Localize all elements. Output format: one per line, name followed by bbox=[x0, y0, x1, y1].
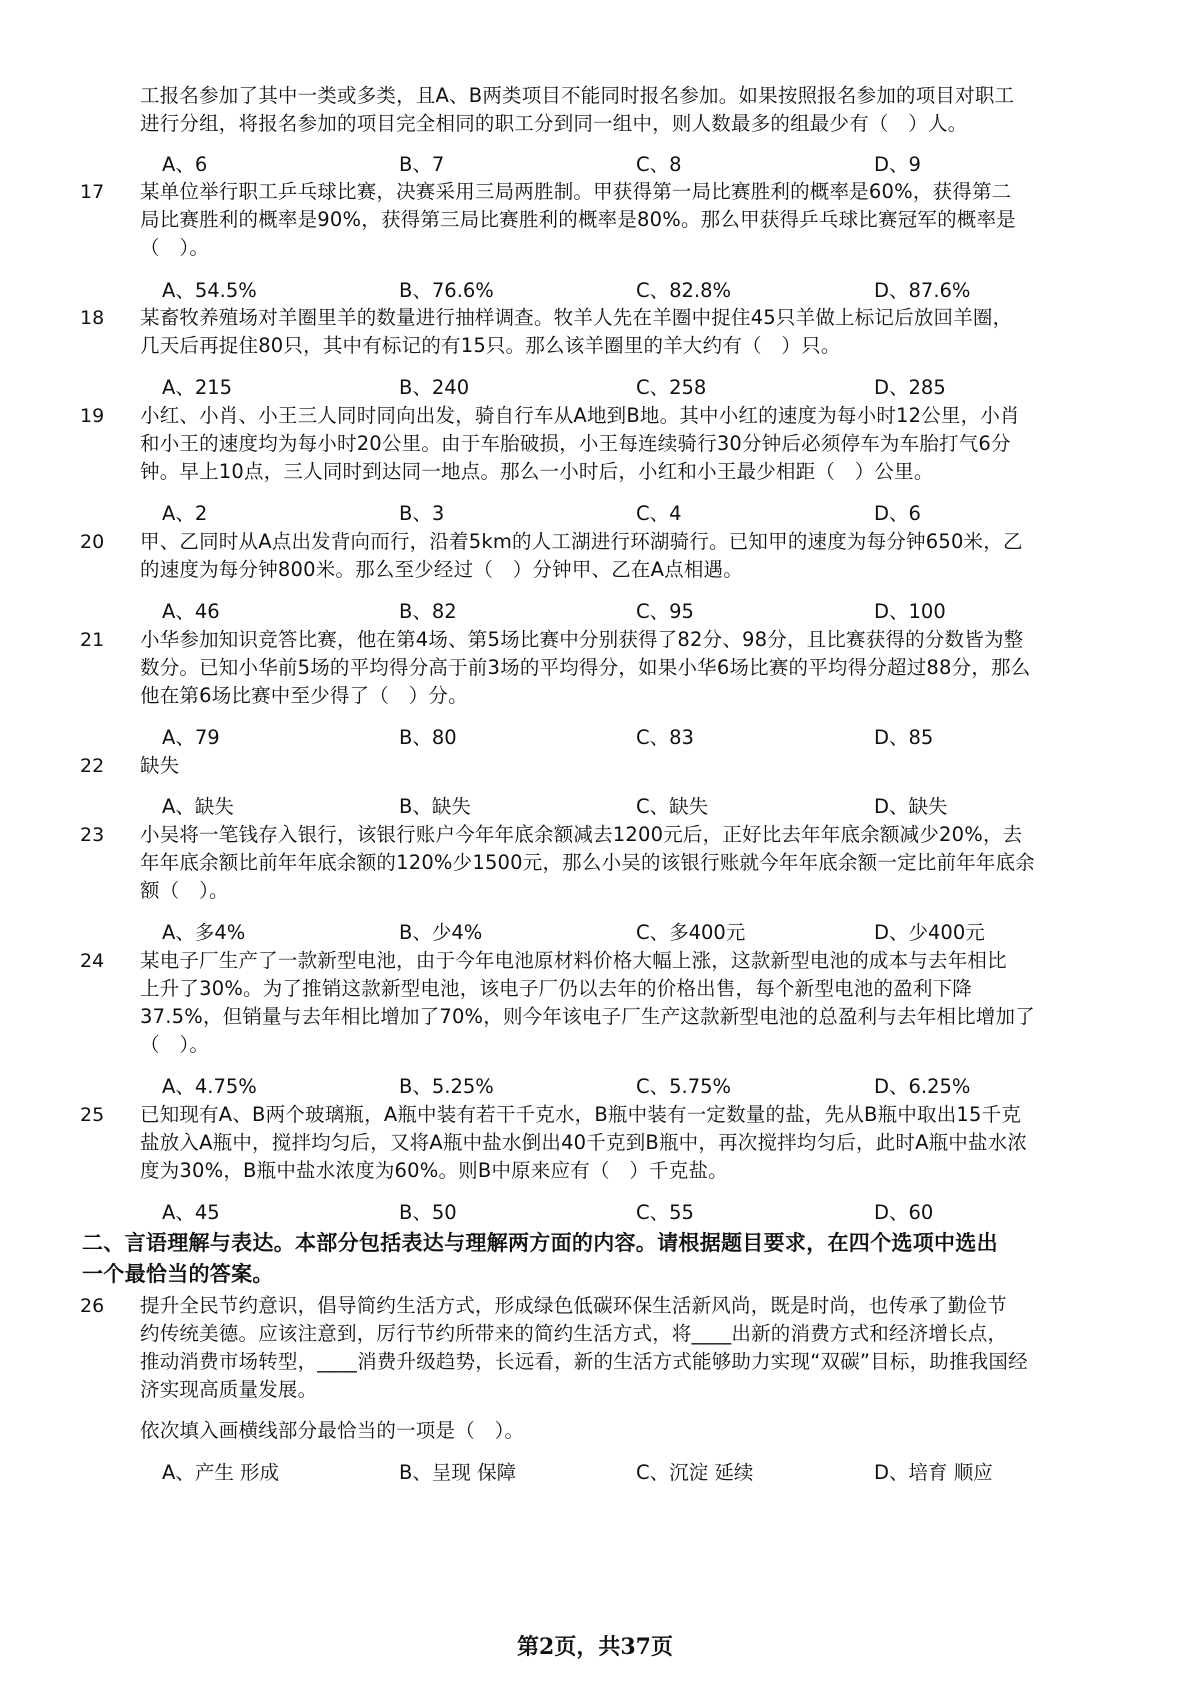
option-d[interactable]: D、6 bbox=[874, 502, 921, 525]
option-a[interactable]: A、2 bbox=[162, 502, 208, 525]
question-text: 推动消费市场转型，____消费升级趋势，长远看，新的生活方式能够助力实现“双碳”目标，助推我国经 bbox=[140, 1350, 1028, 1373]
question-text: 年年底余额比前年年底余额的120%少1500元，那么小吴的该银行账就今年年底余额一定比前年年底余 bbox=[140, 851, 1035, 874]
option-c[interactable]: C、多400元 bbox=[636, 921, 746, 944]
page-footer: 第2页，共37页 bbox=[517, 1634, 673, 1660]
option-a[interactable]: A、215 bbox=[162, 376, 233, 399]
question-text: 提升全民节约意识，倡导简约生活方式，形成绿色低碳环保生活新风尚，既是时尚，也传承了勤俭节 bbox=[140, 1294, 1007, 1317]
question-text: 约传统美德。应该注意到，厉行节约所带来的简约生活方式，将____出新的消费方式和经济增长点， bbox=[140, 1322, 1008, 1345]
question-prompt: 依次填入画横线部分最恰当的一项是（ ）。 bbox=[140, 1419, 525, 1442]
question-text: 他在第6场比赛中至少得了（ ）分。 bbox=[140, 684, 468, 707]
option-c[interactable]: C、55 bbox=[636, 1201, 694, 1224]
question-text: 钟。早上10点，三人同时到达同一地点。那么一小时后，小红和小王最少相距（ ）公里。 bbox=[140, 460, 934, 483]
option-a[interactable]: A、6 bbox=[162, 153, 208, 176]
question-text: （ ）。 bbox=[140, 1033, 210, 1056]
question-text: 某电子厂生产了一款新型电池，由于今年电池原材料价格大幅上涨，这款新型电池的成本与去年相比 bbox=[140, 949, 1007, 972]
question-number: 26 bbox=[80, 1295, 105, 1317]
option-c[interactable]: C、沉淀 延续 bbox=[636, 1461, 754, 1484]
option-c[interactable]: C、8 bbox=[636, 153, 682, 176]
question-text: 的速度为每分钟800米。那么至少经过（ ）分钟甲、乙在A点相遇。 bbox=[140, 558, 743, 581]
option-d[interactable]: D、100 bbox=[874, 600, 946, 623]
question-number: 25 bbox=[80, 1104, 105, 1126]
question-number: 17 bbox=[80, 181, 105, 203]
option-b[interactable]: B、50 bbox=[399, 1201, 457, 1224]
option-d[interactable]: D、87.6% bbox=[874, 279, 971, 302]
intro-line: 工报名参加了其中一类或多类，且A、B两类项目不能同时报名参加。如果按照报名参加的项目对职工 bbox=[140, 84, 1015, 107]
option-d[interactable]: D、85 bbox=[874, 726, 934, 749]
option-a[interactable]: A、4.75% bbox=[162, 1075, 257, 1098]
option-a[interactable]: A、46 bbox=[162, 600, 220, 623]
section-heading: 二、言语理解与表达。本部分包括表达与理解两方面的内容。请根据题目要求，在四个选项中选出 bbox=[82, 1231, 998, 1255]
option-d[interactable]: D、缺失 bbox=[874, 795, 948, 818]
question-text: 局比赛胜利的概率是90%，获得第三局比赛胜利的概率是80%。那么甲获得乒乓球比赛冠军的概率是 bbox=[140, 208, 1016, 231]
option-b[interactable]: B、240 bbox=[399, 376, 470, 399]
option-a[interactable]: A、54.5% bbox=[162, 279, 257, 302]
option-b[interactable]: B、缺失 bbox=[399, 795, 471, 818]
option-b[interactable]: B、5.25% bbox=[399, 1075, 494, 1098]
option-c[interactable]: C、258 bbox=[636, 376, 707, 399]
question-text: 度为30%，B瓶中盐水浓度为60%。则B中原来应有（ ）千克盐。 bbox=[140, 1159, 728, 1182]
question-number: 24 bbox=[80, 950, 105, 972]
question-text: 济实现高质量发展。 bbox=[140, 1378, 318, 1401]
option-c[interactable]: C、5.75% bbox=[636, 1075, 732, 1098]
option-c[interactable]: C、4 bbox=[636, 502, 682, 525]
option-c[interactable]: C、83 bbox=[636, 726, 694, 749]
option-a[interactable]: A、多4% bbox=[162, 921, 246, 944]
option-c[interactable]: C、82.8% bbox=[636, 279, 732, 302]
option-b[interactable]: B、80 bbox=[399, 726, 457, 749]
option-b[interactable]: B、3 bbox=[399, 502, 445, 525]
question-text: 和小王的速度均为每小时20公里。由于车胎破损，小王每连续骑行30分钟后必须停车为车胎打气6分 bbox=[140, 432, 1011, 455]
question-text: 某单位举行职工乒乓球比赛，决赛采用三局两胜制。甲获得第一局比赛胜利的概率是60%，获得第二 bbox=[140, 180, 1012, 203]
question-text: 数分。已知小华前5场的平均得分高于前3场的平均得分，如果小华6场比赛的平均得分超过88分，那么 bbox=[140, 656, 1031, 679]
question-number: 18 bbox=[80, 307, 105, 329]
question-number: 19 bbox=[80, 405, 105, 427]
question-number: 21 bbox=[80, 629, 105, 651]
option-a[interactable]: A、79 bbox=[162, 726, 220, 749]
option-d[interactable]: D、285 bbox=[874, 376, 946, 399]
question-text: 小红、小肖、小王三人同时同向出发，骑自行车从A地到B地。其中小红的速度为每小时12公里，小肖 bbox=[140, 404, 1020, 427]
option-b[interactable]: B、82 bbox=[399, 600, 457, 623]
option-a[interactable]: A、45 bbox=[162, 1201, 220, 1224]
option-c[interactable]: C、95 bbox=[636, 600, 694, 623]
question-text: 几天后再捉住80只，其中有标记的有15只。那么该羊圈里的羊大约有（ ）只。 bbox=[140, 334, 841, 357]
question-number: 20 bbox=[80, 531, 105, 553]
option-b[interactable]: B、7 bbox=[399, 153, 445, 176]
question-text: 缺失 bbox=[140, 754, 180, 777]
option-d[interactable]: D、少400元 bbox=[874, 921, 985, 944]
question-text: 盐放入A瓶中，搅拌均匀后，又将A瓶中盐水倒出40千克到B瓶中，再次搅拌均匀后，此时A瓶中盐水浓 bbox=[140, 1131, 1028, 1154]
section-heading: 一个最恰当的答案。 bbox=[82, 1262, 274, 1286]
question-text: 37.5%，但销量与去年相比增加了70%，则今年该电子厂生产这款新型电池的总盈利与去年相比增加了 bbox=[140, 1005, 1035, 1028]
option-b[interactable]: B、76.6% bbox=[399, 279, 494, 302]
option-a[interactable]: A、缺失 bbox=[162, 795, 234, 818]
question-text: 小华参加知识竞答比赛，他在第4场、第5场比赛中分别获得了82分、98分，且比赛获得的分数皆为整 bbox=[140, 628, 1024, 651]
option-d[interactable]: D、6.25% bbox=[874, 1075, 971, 1098]
intro-line: 进行分组，将报名参加的项目完全相同的职工分到同一组中，则人数最多的组最少有（ ）人。 bbox=[140, 112, 968, 135]
question-text: 上升了30%。为了推销这款新型电池，该电子厂仍以去年的价格出售，每个新型电池的盈利下降 bbox=[140, 977, 972, 1000]
option-d[interactable]: D、培育 顺应 bbox=[874, 1461, 993, 1484]
option-d[interactable]: D、9 bbox=[874, 153, 921, 176]
question-text: 额（ ）。 bbox=[140, 879, 229, 902]
question-text: 某畜牧养殖场对羊圈里羊的数量进行抽样调查。牧羊人先在羊圈中捉住45只羊做上标记后放回羊圈， bbox=[140, 306, 1013, 329]
option-c[interactable]: C、缺失 bbox=[636, 795, 709, 818]
question-number: 23 bbox=[80, 824, 105, 846]
option-b[interactable]: B、少4% bbox=[399, 921, 483, 944]
option-d[interactable]: D、60 bbox=[874, 1201, 934, 1224]
question-number: 22 bbox=[80, 755, 105, 777]
question-text: 已知现有A、B两个玻璃瓶，A瓶中装有若干千克水，B瓶中装有一定数量的盐，先从B瓶中取出15千克 bbox=[140, 1103, 1022, 1126]
question-text: 小吴将一笔钱存入银行，该银行账户今年年底余额减去1200元后，正好比去年年底余额减少20%，去 bbox=[140, 823, 1023, 846]
option-a[interactable]: A、产生 形成 bbox=[162, 1461, 280, 1484]
question-text: 甲、乙同时从A点出发背向而行，沿着5km的人工湖进行环湖骑行。已知甲的速度为每分钟650米，乙 bbox=[140, 530, 1023, 553]
option-b[interactable]: B、呈现 保障 bbox=[399, 1461, 517, 1484]
question-text: （ ）。 bbox=[140, 236, 210, 259]
